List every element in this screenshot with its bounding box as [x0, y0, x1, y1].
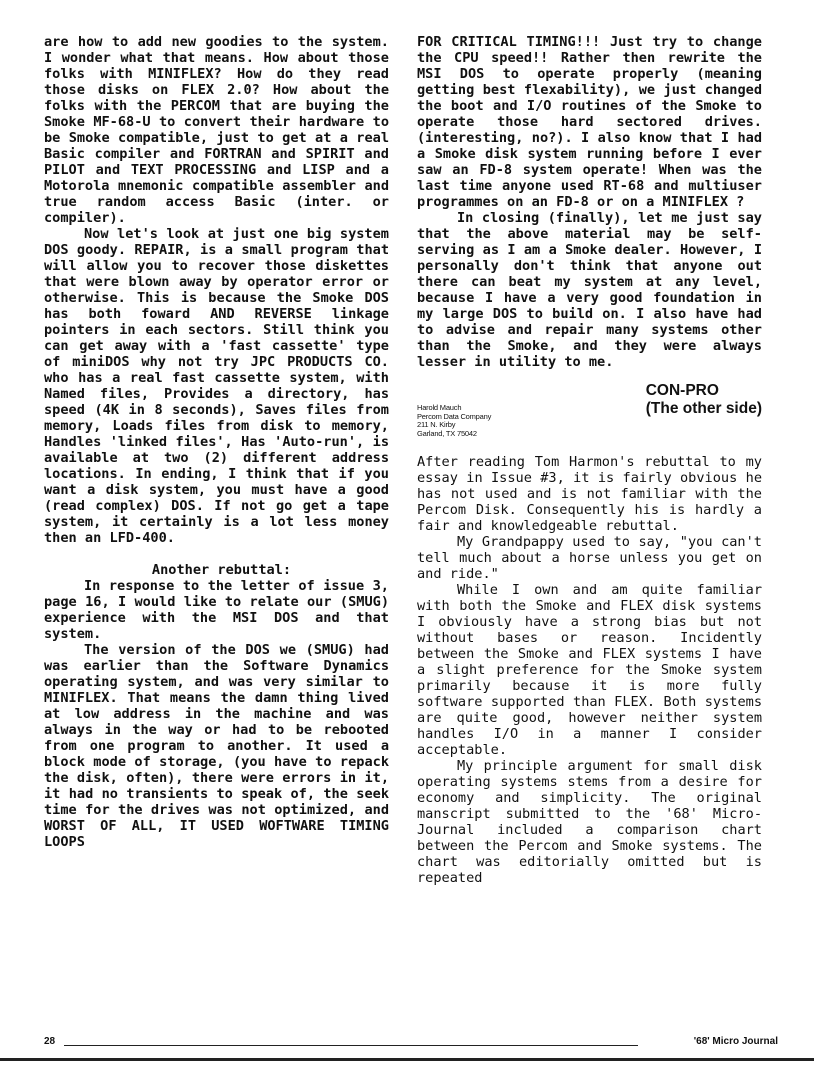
article-title-line-2: (The other side): [645, 400, 762, 417]
author-company: Percom Data Company: [417, 411, 492, 421]
article-header: [417, 382, 762, 454]
right-paragraph-2: In closing (finally), let me just say that the above material may be self-serving as I am a Smoke dealer. However, I personally don't think that anyone out there can beat my system at any level, because I have a very good foundation in my large DOS to build on. I also have had to advise and repair many systems other than the Smoke, and they were always lesser in utility to me.: [417, 210, 762, 370]
author-name: Harold Mauch: [417, 403, 462, 412]
page-number: 28: [44, 1036, 56, 1047]
section-heading: Another rebuttal:: [151, 562, 292, 578]
article-title: [646, 382, 762, 418]
left-paragraph-4: The version of the DOS we (SMUG) had was earlier than the Software Dynamics operating system, and was very similar to MINIFLEX. That means the damn thing lived at low address in the machine and was always in the way or had to be rebooted from one program to another. It used a block mode of storage, (you have to repack the disk, often), there were errors in it, it had no transients to speak of, the seek time for the drives was not optimized, and WORST OF ALL, IT USED WOFTWARE TIMING LOOPS: [44, 642, 389, 850]
bottom-edge-bar: [0, 1058, 814, 1061]
right-paragraph-3: After reading Tom Harmon's rebuttal to my essay in Issue #3, it is fairly obvious he has not used and is not familiar with the Percom Disk. Consequently his is hardly a fair and knowledgeable rebuttal.: [417, 454, 762, 534]
left-paragraph-1: are how to add new goodies to the system. I wonder what that means. How about those folks with MINIFLEX? How do they read those disks on FLEX 2.0? How about the folks with the PERCOM that are buying the Smoke MF-68-U to convert their hardware to be Smoke compatible, just to get at a real Basic compiler and FORTRAN and SPIRIT and PILOT and TEXT PROCESSING and LISP and a Motorola mnemonic compatible assembler and true random access Basic (inter. or compiler).: [44, 34, 389, 226]
left-column: [44, 34, 389, 850]
author-byline: [417, 404, 491, 438]
author-city: Garland, TX 75042: [417, 428, 477, 438]
right-paragraph-6: My principle argument for small disk operating systems stems from a desire for economy and simplicity. The original manscript submitted to the '68' Micro-Journal included a comparison chart between the Percom and Smoke systems. The chart was editorially omitted but is repeated: [417, 758, 762, 886]
article-title-line-1: CON-PRO: [645, 382, 719, 399]
magazine-name: '68' Micro Journal: [693, 1036, 778, 1047]
footer-rule: [64, 1045, 638, 1046]
right-paragraph-5: While I own and am quite familiar with both the Smoke and FLEX disk systems I obviously have a strong bias but not without bases or reason. Incidently between the Smoke and FLEX systems I have a slight preference for the Smoke system primarily because it is more fully software supported than FLEX. Both systems are quite good, however neither system handles I/O in a manner I consider acceptable.: [417, 582, 762, 758]
page-footer: [44, 1036, 778, 1052]
right-column: [417, 34, 762, 886]
article-body: [417, 454, 762, 886]
right-paragraph-1: FOR CRITICAL TIMING!!! Just try to change the CPU speed!! Rather then rewrite the MSI DOS to operate properly (meaning getting best flexability), we just changed the boot and I/O routines of the Smoke to operate those hard sectored drives. (interesting, no?). I also know that I had a Smoke disk system running before I ever saw an FD-8 system operate! When was the last time anyone used RT-68 and multiuser programmes on an FD-8 or on a MINIFLEX ?: [417, 34, 762, 210]
author-street: 211 N. Kirby: [417, 420, 456, 429]
right-paragraph-4: My Grandpappy used to say, "you can't tell much about a horse unless you get on and ride.": [417, 534, 762, 582]
left-paragraph-3: In response to the letter of issue 3, page 16, I would like to relate our (SMUG) experience with the MSI DOS and that system.: [44, 578, 389, 642]
spacer: [44, 546, 389, 562]
left-paragraph-2: Now let's look at just one big system DOS goody. REPAIR, is a small program that will allow you to recover those diskettes that were blown away by operator error or otherwise. This is because the Smoke DOS has both foward AND REVERSE linkage pointers in each sectors. Still think you can get away with a 'fast cassette' type of miniDOS why not try JPC PRODUCTS CO. who has a real fast cassette system, with Named files, Provides a directory, has speed (4K in 8 seconds), Saves files from memory, Loads files from disk to memory, Handles 'linked files', Has 'Auto-run', is available at two (2) different address locations. In ending, I think that if you want a disk system, you must have a good (read complex) DOS. If not go get a tape system, it certainly is a lot less money then an LFD-400.: [44, 226, 389, 546]
